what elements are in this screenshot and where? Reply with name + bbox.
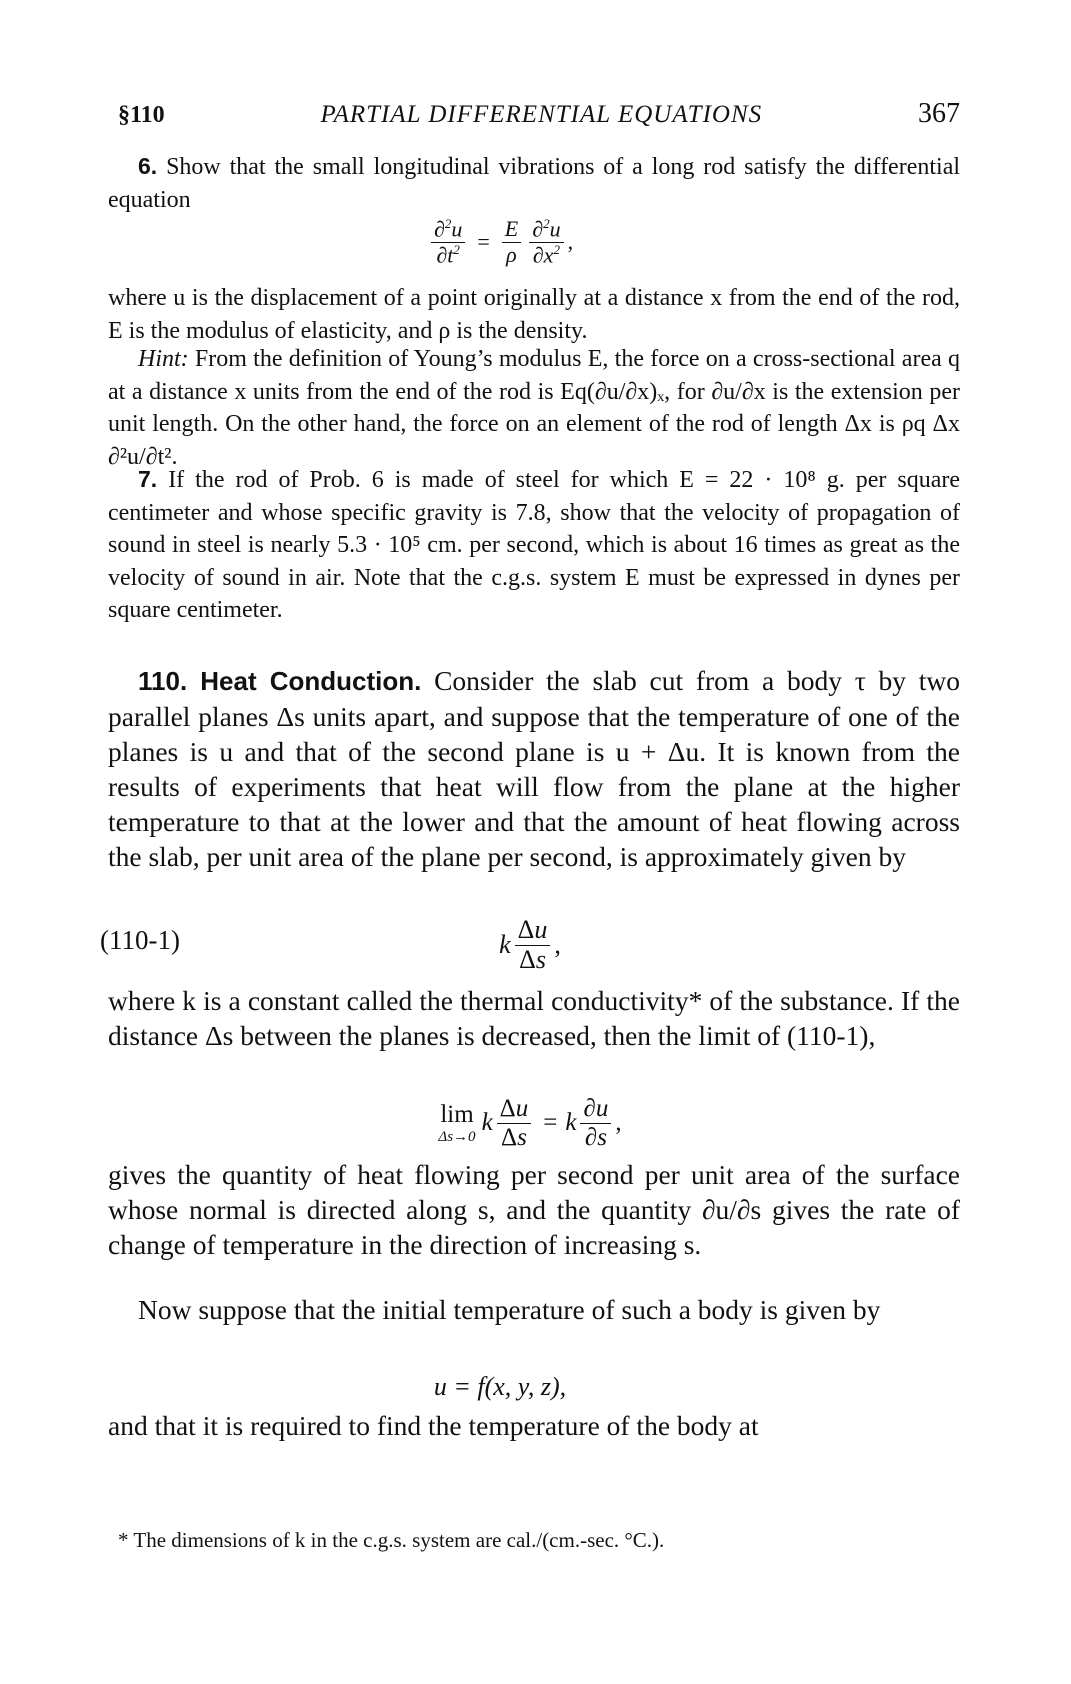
- wave-equation: $\frac{\partial^2u}{\partial t^2}$ = $\frac{E}{\rho}$ $\frac{\partial^2u}{\partial x^2}$ ,: [350, 210, 650, 274]
- header-section: §110: [118, 102, 165, 128]
- problem-7-number: 7.: [138, 466, 158, 492]
- section-110-para-3: gives the quantity of heat flowing per second per unit area of the surface whose normal is directed along s, and the quantity ∂u/∂s gives the rate of change of temperature in the direction of increasing s.: [108, 1159, 960, 1260]
- problem-7: [108, 463, 960, 627]
- page-number: 367: [918, 98, 960, 129]
- hint-label: Hint:: [138, 346, 189, 372]
- section-110-para-2: where k is a constant called the thermal conductivity* of the substance. If the distance Δs between the planes is decreased, then the limit of (110-1),: [108, 985, 960, 1051]
- section-110-para-1: [108, 663, 960, 874]
- footnote: * The dimensions of k in the c.g.s. system are cal./(cm.-sec. °C.).: [118, 1528, 665, 1552]
- equation-110-1: k $\frac{\Delta u}{\Delta s}$ ,: [499, 914, 561, 974]
- problem-6-hint: [108, 343, 960, 473]
- running-header: [118, 98, 960, 138]
- section-110-para-5: and that it is required to find the temperature of the body at: [108, 1410, 759, 1441]
- header-title: PARTIAL DIFFERENTIAL EQUATIONS: [320, 101, 763, 128]
- problem-6-intro: [108, 150, 960, 216]
- problem-7-text: If the rod of Prob. 6 is made of steel for which E = 22 · 10⁸ g. per square centimeter and whose specific gravity is 7.8, show that the velocity of propagation of sound in steel is nearly 5.3 · 10⁵ cm. per second, which is about 16 times as great as the velocity of sound in air. Note that the c.g.s. system E must be expressed in dynes per square centimeter.: [108, 467, 961, 623]
- limit-equation: lim Δs→0 k $\frac{\Delta u}{\Delta s}$ = k $\frac{\partial u}{\partial s}$ ,: [438, 1095, 622, 1151]
- problem-6-intro-text: Show that the small longitudinal vibrations of a long rod satisfy the differential equation: [108, 154, 961, 213]
- section-110-text-1: Consider the slab cut from a body τ by two parallel planes Δs units apart, and suppose that the temperature of one of the planes is u and that of the second plane is u + Δu. It is known from the results of experiments that heat will flow from the plane at the higher temperature to that at the lower and that the amount of heat flowing across the slab, per unit area of the plane per second, is approximately given by: [108, 665, 961, 872]
- section-heading: 110. Heat Conduction.: [138, 666, 422, 696]
- equation-label: (110-1): [100, 925, 180, 955]
- problem-6-body: where u is the displacement of a point originally at a distance x from the end of the rod, E is the modulus of elasticity, and ρ is the density.: [108, 285, 960, 344]
- hint-text: From the definition of Young’s modulus E, the force on a cross-sectional area q at a distance x units from the end of the rod is Eq(∂u/∂x)ₓ, for ∂u/∂x is the extension per unit length. On the other hand, the force on an element of the rod of length Δx is ρq Δx ∂²u/∂t².: [108, 346, 960, 470]
- section-110-para-4: Now suppose that the initial temperature of such a body is given by: [138, 1294, 881, 1325]
- initial-temperature-equation: u = f(x, y, z),: [433, 1372, 567, 1401]
- problem-6-number: 6.: [138, 153, 158, 179]
